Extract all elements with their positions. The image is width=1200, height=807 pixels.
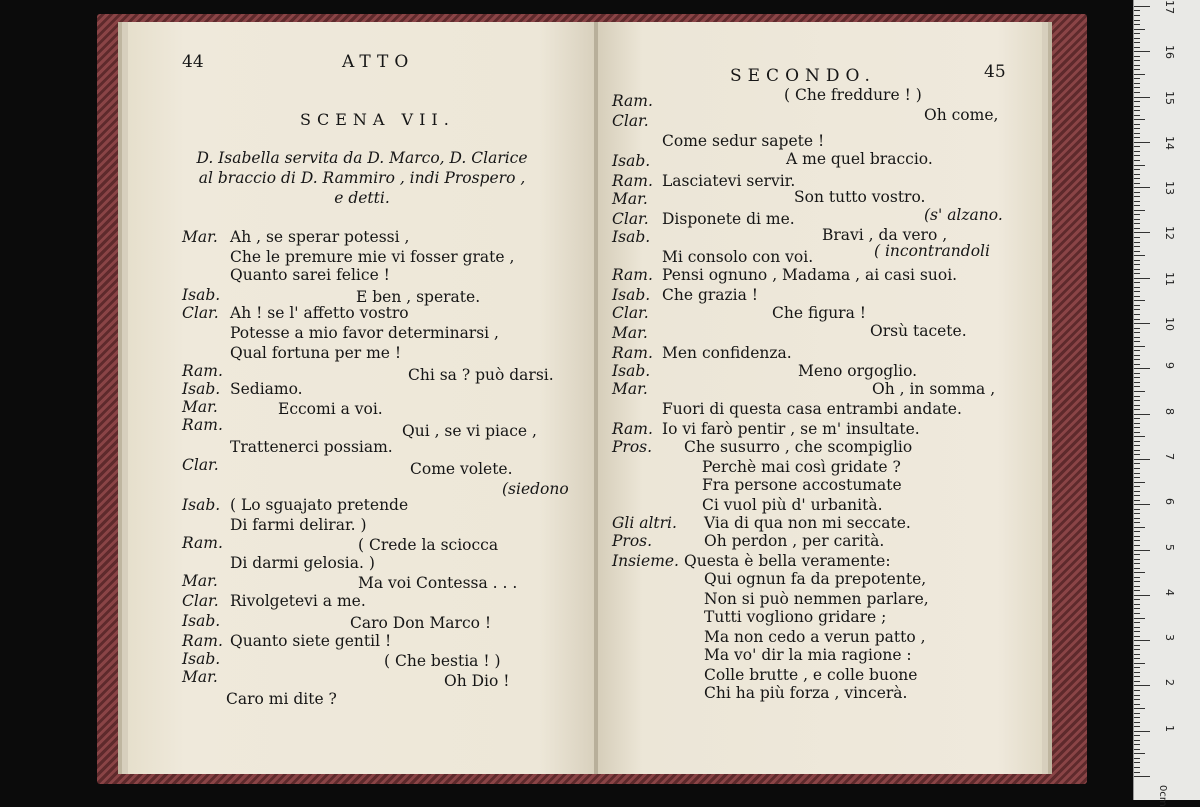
verse-line: Qui ognun fa da prepotente, xyxy=(704,570,927,588)
speaker-label: Clar. xyxy=(612,304,649,322)
speaker-label: Mar. xyxy=(182,228,218,246)
verse-line: Quanto siete gentil ! xyxy=(230,632,392,650)
ruler-tick xyxy=(1134,137,1140,138)
ruler-tick xyxy=(1134,726,1140,727)
ruler-number: 12 xyxy=(1163,226,1176,241)
ruler-tick xyxy=(1134,65,1140,66)
ruler-tick xyxy=(1134,735,1140,736)
ruler-tick xyxy=(1134,165,1145,166)
ruler-tick xyxy=(1134,753,1145,754)
page-number-right: 45 xyxy=(984,62,1006,82)
speaker-label: Isab. xyxy=(182,612,221,630)
speaker-label: Ram. xyxy=(612,92,653,110)
verse-line: Disponete di me. xyxy=(662,210,795,228)
ruler-tick xyxy=(1134,676,1140,677)
ruler-tick xyxy=(1134,20,1140,21)
ruler-tick xyxy=(1134,477,1140,478)
ruler-tick xyxy=(1134,577,1140,578)
ruler-tick xyxy=(1134,337,1140,338)
verse-line: Ma vo' dir la mia ragione : xyxy=(704,646,912,664)
ruler-number: 8 xyxy=(1163,407,1176,415)
ruler-tick xyxy=(1134,101,1140,102)
ruler-tick xyxy=(1134,645,1140,646)
ruler-tick xyxy=(1134,296,1140,297)
speaker-label: Clar. xyxy=(612,210,649,228)
verse-line: Orsù tacete. xyxy=(870,322,967,340)
ruler-tick xyxy=(1134,169,1140,170)
page-number-left: 44 xyxy=(182,52,204,72)
speaker-label: Clar. xyxy=(182,304,219,322)
ruler-tick xyxy=(1134,459,1150,460)
verse-line: Pensi ognuno , Madama , ai casi suoi. xyxy=(662,266,958,284)
verse-line: Chi sa ? può darsi. xyxy=(408,366,554,384)
ruler-tick xyxy=(1134,74,1145,75)
ruler-tick xyxy=(1134,762,1140,763)
speaker-label: Ram. xyxy=(612,172,653,190)
ruler-tick xyxy=(1134,386,1140,387)
ruler-tick xyxy=(1134,269,1140,270)
ruler-tick xyxy=(1134,151,1140,152)
ruler-tick xyxy=(1134,708,1145,709)
ruler-tick xyxy=(1134,60,1140,61)
ruler-tick xyxy=(1134,183,1140,184)
verse-line: Perchè mai così gridate ? xyxy=(702,458,901,476)
ruler-tick xyxy=(1134,405,1140,406)
ruler-tick xyxy=(1134,423,1140,424)
ruler-tick xyxy=(1134,699,1140,700)
ruler-number: 7 xyxy=(1163,452,1176,460)
ruler-tick xyxy=(1134,87,1140,88)
measuring-ruler xyxy=(1133,0,1200,807)
ruler-tick xyxy=(1134,731,1150,732)
ruler-tick xyxy=(1134,319,1140,320)
verse-line: Trattenerci possiam. xyxy=(230,438,393,456)
ruler-tick xyxy=(1134,550,1150,551)
ruler-tick xyxy=(1134,142,1150,143)
ruler-tick xyxy=(1134,468,1140,469)
ruler-tick xyxy=(1134,246,1140,247)
verse-line: Ah ! se l' affetto vostro xyxy=(230,304,409,322)
verse-line: Sediamo. xyxy=(230,380,303,398)
scene-title: SCENA VII. xyxy=(300,110,455,129)
verse-line: Fra persone accostumate xyxy=(702,476,902,494)
speaker-label: Isab. xyxy=(612,152,651,170)
ruler-tick xyxy=(1134,559,1140,560)
scene-desc-1: D. Isabella servita da D. Marco, D. Clarice xyxy=(196,149,528,167)
ruler-tick xyxy=(1134,264,1140,265)
verse-line: ( Che freddure ! ) xyxy=(784,86,922,104)
ruler-tick xyxy=(1134,414,1150,415)
ruler-tick xyxy=(1134,214,1140,215)
verse-line: Di darmi gelosia. ) xyxy=(230,554,375,572)
ruler-tick xyxy=(1134,527,1145,528)
ruler-tick xyxy=(1134,400,1140,401)
ruler-tick xyxy=(1134,382,1140,383)
ruler-tick xyxy=(1134,740,1140,741)
ruler-tick xyxy=(1134,83,1140,84)
ruler-tick xyxy=(1134,667,1140,668)
ruler-tick xyxy=(1134,409,1140,410)
ruler-tick xyxy=(1134,124,1140,125)
speaker-label: Ram. xyxy=(612,266,653,284)
ruler-tick xyxy=(1134,681,1140,682)
ruler-tick xyxy=(1134,396,1140,397)
verse-line: Che susurro , che scompiglio xyxy=(684,438,913,456)
ruler-tick xyxy=(1134,192,1140,193)
speaker-label: Mar. xyxy=(612,324,648,342)
ruler-tick xyxy=(1134,15,1140,16)
verse-line: Che grazia ! xyxy=(662,286,759,304)
ruler-tick xyxy=(1134,613,1140,614)
ruler-tick xyxy=(1134,545,1140,546)
speaker-label: Mar. xyxy=(182,668,218,686)
ruler-tick xyxy=(1134,568,1140,569)
ruler-tick xyxy=(1134,78,1140,79)
ruler-tick xyxy=(1134,97,1150,98)
ruler-tick xyxy=(1134,690,1140,691)
ruler-number: 16 xyxy=(1163,45,1176,60)
ruler-tick xyxy=(1134,599,1140,600)
ruler-tick xyxy=(1134,672,1140,673)
ruler-tick xyxy=(1134,586,1140,587)
ruler-tick xyxy=(1134,622,1140,623)
verse-line: Oh , in somma , xyxy=(872,380,996,398)
ruler-tick xyxy=(1134,463,1140,464)
speaker-label: Clar. xyxy=(182,592,219,610)
verse-line: Ci vuol più d' urbanità. xyxy=(702,496,883,514)
ruler-tick xyxy=(1134,355,1140,356)
ruler-tick xyxy=(1134,631,1140,632)
ruler-tick xyxy=(1134,749,1140,750)
left-page xyxy=(128,22,596,774)
speaker-label: Mar. xyxy=(182,398,218,416)
verse-line: ( Che bestia ! ) xyxy=(384,652,501,670)
ruler-tick xyxy=(1134,328,1140,329)
ruler-tick xyxy=(1134,427,1140,428)
speaker-label: Gli altri. xyxy=(612,514,677,532)
verse-line: Lasciatevi servir. xyxy=(662,172,796,190)
ruler-tick xyxy=(1134,69,1140,70)
verse-line: Oh Dio ! xyxy=(444,672,510,690)
ruler-tick xyxy=(1134,232,1150,233)
ruler-tick xyxy=(1134,42,1140,43)
right-page xyxy=(598,22,1042,774)
ruler-tick xyxy=(1134,432,1140,433)
ruler-number: 15 xyxy=(1163,90,1176,105)
stage-direction: ( incontrandoli xyxy=(874,242,990,260)
verse-line: Tutti vogliono gridare ; xyxy=(704,608,887,626)
ruler-tick xyxy=(1134,744,1140,745)
ruler-tick xyxy=(1134,509,1140,510)
verse-line: Caro Don Marco ! xyxy=(350,614,492,632)
ruler-tick xyxy=(1134,640,1150,641)
ruler-tick xyxy=(1134,663,1145,664)
ruler-tick xyxy=(1134,155,1140,156)
stage-direction: (siedono xyxy=(502,480,569,498)
ruler-tick xyxy=(1134,504,1150,505)
verse-line: Bravi , da vero , xyxy=(822,226,948,244)
ruler-number: 10 xyxy=(1163,317,1176,331)
ruler-tick xyxy=(1134,649,1140,650)
ruler-unit: 0cm xyxy=(1157,785,1168,807)
speaker-label: Clar. xyxy=(182,456,219,474)
ruler-tick xyxy=(1134,776,1150,777)
ruler-tick xyxy=(1134,205,1140,206)
speaker-label: Isab. xyxy=(182,286,221,304)
verse-line: Di farmi delirar. ) xyxy=(230,516,367,534)
ruler-tick xyxy=(1134,608,1140,609)
ruler-tick xyxy=(1134,115,1140,116)
ruler-tick xyxy=(1134,174,1140,175)
ruler-tick xyxy=(1134,418,1140,419)
ruler-tick xyxy=(1134,119,1145,120)
speaker-label: Isab. xyxy=(612,362,651,380)
speaker-label: Mar. xyxy=(612,190,648,208)
speaker-label: Ram. xyxy=(182,632,223,650)
speaker-label: Ram. xyxy=(182,362,223,380)
ruler-tick xyxy=(1134,178,1140,179)
speaker-label: Isab. xyxy=(612,228,651,246)
ruler-tick xyxy=(1134,531,1140,532)
ruler-tick xyxy=(1134,346,1145,347)
ruler-tick xyxy=(1134,309,1140,310)
ruler-tick xyxy=(1134,368,1150,369)
ruler-tick xyxy=(1134,450,1140,451)
ruler-tick xyxy=(1134,717,1140,718)
ruler-number: 14 xyxy=(1163,135,1176,150)
ruler-tick xyxy=(1134,500,1140,501)
verse-line: Che le premure mie vi fosser grate , xyxy=(230,248,515,266)
verse-line: Men confidenza. xyxy=(662,344,792,362)
speaker-label: Ram. xyxy=(612,344,653,362)
ruler-tick xyxy=(1134,146,1140,147)
speaker-label: Ram. xyxy=(182,534,223,552)
ruler-tick xyxy=(1134,572,1145,573)
ruler-tick xyxy=(1134,554,1140,555)
verse-line: Come volete. xyxy=(410,460,513,478)
verse-line: Ma voi Contessa . . . xyxy=(358,574,518,592)
ruler-tick xyxy=(1134,187,1150,188)
ruler-tick xyxy=(1134,536,1140,537)
ruler-tick xyxy=(1134,10,1140,11)
verse-line: Ma non cedo a verun patto , xyxy=(704,628,926,646)
ruler-number: 1 xyxy=(1163,724,1176,732)
ruler-tick xyxy=(1134,291,1140,292)
ruler-tick xyxy=(1134,341,1140,342)
speaker-label: Isab. xyxy=(182,650,221,668)
ruler-tick xyxy=(1134,228,1140,229)
ruler-tick xyxy=(1134,445,1140,446)
ruler-tick xyxy=(1134,237,1140,238)
speaker-label: Ram. xyxy=(182,416,223,434)
ruler-tick xyxy=(1134,695,1140,696)
ruler-tick xyxy=(1134,436,1145,437)
ruler-tick xyxy=(1134,223,1140,224)
ruler-tick xyxy=(1134,278,1150,279)
verse-line: Quanto sarei felice ! xyxy=(230,266,390,284)
verse-line: Ah , se sperar potessi , xyxy=(230,228,410,246)
ruler-tick xyxy=(1134,273,1140,274)
ruler-number: 13 xyxy=(1163,181,1176,196)
ruler-tick xyxy=(1134,522,1140,523)
verse-line: ( Crede la sciocca xyxy=(358,536,499,554)
verse-line: A me quel braccio. xyxy=(786,150,933,168)
verse-line: Son tutto vostro. xyxy=(794,188,926,206)
verse-line: Questa è bella veramente: xyxy=(684,552,891,570)
ruler-tick xyxy=(1134,473,1140,474)
verse-line: Come sedur sapete ! xyxy=(662,132,825,150)
verse-line: Potesse a mio favor determinarsi , xyxy=(230,324,499,342)
ruler-tick xyxy=(1134,332,1140,333)
ruler-tick xyxy=(1134,133,1140,134)
ruler-tick xyxy=(1134,47,1140,48)
ruler-tick xyxy=(1134,581,1140,582)
ruler-tick xyxy=(1134,491,1140,492)
ruler-tick xyxy=(1134,563,1140,564)
ruler-tick xyxy=(1134,196,1140,197)
ruler-tick xyxy=(1134,350,1140,351)
speaker-label: Ram. xyxy=(612,420,653,438)
verse-line: ( Lo sguajato pretende xyxy=(230,496,409,514)
ruler-tick xyxy=(1134,33,1140,34)
speaker-label: Mar. xyxy=(612,380,648,398)
ruler-number: 17 xyxy=(1163,0,1176,14)
ruler-tick xyxy=(1134,359,1140,360)
verse-line: Colle brutte , e colle buone xyxy=(704,666,918,684)
speaker-label: Pros. xyxy=(612,532,653,550)
ruler-number: 6 xyxy=(1163,498,1176,506)
ruler-tick xyxy=(1134,242,1140,243)
verse-line: Che figura ! xyxy=(772,304,866,322)
ruler-tick xyxy=(1134,201,1140,202)
verse-line: E ben , sperate. xyxy=(356,288,481,306)
ruler-tick xyxy=(1134,323,1150,324)
ruler-tick xyxy=(1134,128,1140,129)
ruler-tick xyxy=(1134,767,1140,768)
speaker-label: Isab. xyxy=(612,286,651,304)
ruler-tick xyxy=(1134,441,1140,442)
verse-line: Eccomi a voi. xyxy=(278,400,383,418)
ruler-tick xyxy=(1134,300,1145,301)
verse-line: Mi consolo con voi. xyxy=(662,248,814,266)
ruler-number: 2 xyxy=(1163,679,1176,687)
ruler-tick xyxy=(1134,56,1140,57)
speaker-label: Insieme. xyxy=(612,552,679,570)
ruler-tick xyxy=(1134,704,1140,705)
ruler-tick xyxy=(1134,29,1145,30)
ruler-tick xyxy=(1134,713,1140,714)
ruler-tick xyxy=(1134,658,1140,659)
ruler-tick xyxy=(1134,685,1150,686)
verse-line: Io vi farò pentir , se m' insultate. xyxy=(662,420,920,438)
verse-line: Rivolgetevi a me. xyxy=(230,592,366,610)
speaker-label: Mar. xyxy=(182,572,218,590)
ruler-tick xyxy=(1134,772,1140,773)
verse-line: Non si può nemmen parlare, xyxy=(704,590,929,608)
verse-line: Caro mi dite ? xyxy=(226,690,337,708)
ruler-tick xyxy=(1134,518,1140,519)
ruler-tick xyxy=(1134,305,1140,306)
verse-line: Qui , se vi piace , xyxy=(402,422,537,440)
verse-line: Oh perdon , per carità. xyxy=(704,532,885,550)
ruler-tick xyxy=(1134,364,1140,365)
ruler-number: 5 xyxy=(1163,543,1176,551)
running-header-left: ATTO xyxy=(342,52,415,72)
ruler-tick xyxy=(1134,722,1140,723)
ruler-tick xyxy=(1134,377,1140,378)
stage-direction: (s' alzano. xyxy=(924,206,1003,224)
ruler-tick xyxy=(1134,595,1150,596)
ruler-tick xyxy=(1134,260,1140,261)
ruler-tick xyxy=(1134,486,1140,487)
ruler-tick xyxy=(1134,251,1140,252)
speaker-label: Pros. xyxy=(612,438,653,456)
verse-line: Via di qua non mi seccate. xyxy=(704,514,911,532)
ruler-tick xyxy=(1134,636,1140,637)
ruler-number: 3 xyxy=(1163,634,1176,642)
ruler-tick xyxy=(1134,391,1145,392)
ruler-tick xyxy=(1134,604,1140,605)
ruler-tick xyxy=(1134,6,1150,7)
ruler-number: 9 xyxy=(1163,362,1176,370)
ruler-tick xyxy=(1134,219,1140,220)
ruler-tick xyxy=(1134,482,1145,483)
running-header-right: SECONDO. xyxy=(730,66,876,86)
ruler-tick xyxy=(1134,540,1140,541)
ruler-number: 4 xyxy=(1163,588,1176,596)
ruler-tick xyxy=(1134,627,1140,628)
ruler-tick xyxy=(1134,314,1140,315)
verse-line: Chi ha più forza , vincerà. xyxy=(704,684,908,702)
verse-line: Fuori di questa casa entrambi andate. xyxy=(662,400,962,418)
speaker-label: Clar. xyxy=(612,112,649,130)
ruler-tick xyxy=(1134,106,1140,107)
ruler-tick xyxy=(1134,287,1140,288)
scene-desc-2: al braccio di D. Rammiro , indi Prospero , xyxy=(198,169,526,187)
scene-desc-3: e detti. xyxy=(334,189,390,207)
ruler-tick xyxy=(1134,160,1140,161)
ruler-tick xyxy=(1134,654,1140,655)
ruler-tick xyxy=(1134,618,1145,619)
ruler-tick xyxy=(1134,454,1140,455)
speaker-label: Isab. xyxy=(182,380,221,398)
speaker-label: Isab. xyxy=(182,496,221,514)
ruler-tick xyxy=(1134,513,1140,514)
ruler-tick xyxy=(1134,282,1140,283)
ruler-tick xyxy=(1134,255,1145,256)
ruler-tick xyxy=(1134,24,1140,25)
ruler-tick xyxy=(1134,373,1140,374)
ruler-tick xyxy=(1134,51,1150,52)
verse-line: Qual fortuna per me ! xyxy=(230,344,402,362)
ruler-tick xyxy=(1134,38,1140,39)
verse-line: Oh come, xyxy=(924,106,999,124)
ruler-tick xyxy=(1134,210,1145,211)
ruler-number: 11 xyxy=(1163,271,1176,286)
ruler-tick xyxy=(1134,92,1140,93)
verse-line: Meno orgoglio. xyxy=(798,362,918,380)
ruler-tick xyxy=(1134,495,1140,496)
ruler-tick xyxy=(1134,758,1140,759)
ruler-tick xyxy=(1134,590,1140,591)
ruler-tick xyxy=(1134,110,1140,111)
